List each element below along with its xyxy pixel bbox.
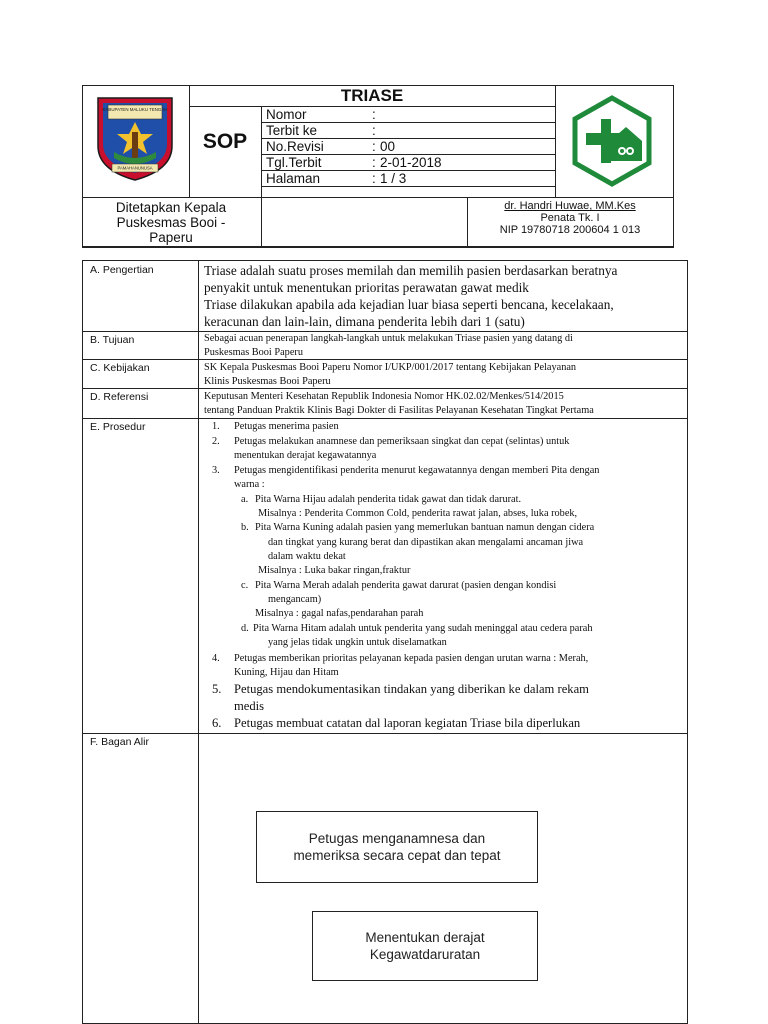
doc-title: TRIASE [340, 86, 404, 105]
text-line: Puskesmas Booi Paperu [204, 347, 303, 358]
field-key: Halaman [266, 171, 321, 186]
step-5-number: 5. [212, 682, 222, 696]
sub-b-line-3: dalam waktu dekat [268, 551, 346, 562]
step-6-number: 6. [212, 716, 222, 730]
logo-text-top: KABUPATEN MALUKU TENGAH [102, 107, 168, 112]
step-2-line-1: Petugas melakukan anamnese dan pemeriksaan singkat dan cepat (selintas) untuk [234, 436, 570, 447]
field-value: 00 [380, 139, 396, 154]
sub-c-line-1: Pita Warna Merah adalah penderita gawat darurat (pasien dengan kondisi [255, 580, 557, 591]
flowchart-box-anamnesa [256, 811, 538, 883]
sub-b-line-1: Pita Warna Kuning adalah pasien yang memerlukan bantuan namun dengan cidera [255, 522, 595, 533]
text-line: penyakit untuk menentukan prioritas perawatan gawat medik [204, 280, 529, 295]
sub-c-example: Misalnya : gagal nafas,pendarahan parah [255, 608, 424, 619]
field-nomor [262, 107, 555, 123]
field-sep: : [372, 139, 376, 154]
step-1-number: 1. [212, 421, 220, 432]
text-line: tentang Panduan Praktik Klinis Bagi Dokter di Fasilitas Pelayanan Kesehatan Tingkat Pertama [204, 405, 594, 416]
sub-a-marker: a. [241, 494, 249, 505]
referensi-text [204, 390, 682, 418]
pengertian-text [204, 262, 682, 330]
sub-d-marker: d. [241, 623, 249, 634]
section-label-prosedur: E. Prosedur [90, 421, 146, 433]
established-by: Ditetapkan Kepala Puskesmas Booi - Paperu [115, 200, 227, 245]
section-label-kebijakan: C. Kebijakan [90, 362, 150, 374]
sub-d-line-2: yang jelas tidak ungkin untuk diselamatkan [268, 637, 447, 648]
field-sep: : [372, 171, 376, 186]
field-tgl-terbit [262, 155, 555, 171]
flowchart-box-text: Petugas menganamnesa dan memeriksa secara cepat dan tepat [293, 831, 501, 863]
field-sep: : [372, 123, 376, 138]
signatory-nip: NIP 19780718 200604 1 013 [499, 224, 641, 236]
text-line: SK Kepala Puskesmas Booi Paperu Nomor I/UKP/001/2017 tentang Kebijakan Pelayanan [204, 362, 577, 373]
text-line: Triase adalah suatu proses memilah dan memilih pasien berdasarkan beratnya [204, 263, 618, 278]
section-label-bagan-alir: F. Bagan Alir [90, 736, 149, 748]
tujuan-text [204, 332, 682, 360]
logo-text-bottom: PAMAHANUNUSA [117, 165, 153, 171]
sub-b-line-2: dan tingkat yang kurang berat dan dipastikan akan mengalami ancaman jiwa [268, 537, 584, 548]
section-label-referensi: D. Referensi [90, 391, 149, 403]
flowchart-box-derajat [312, 911, 538, 981]
section-label-tujuan: B. Tujuan [90, 334, 135, 346]
sub-a-text: Pita Warna Hijau adalah penderita tidak gawat dan tidak darurat. [255, 494, 522, 505]
sub-b-marker: b. [241, 522, 249, 533]
text-line: Triase dilakukan apabila ada kejadian luar biasa seperti bencana, kecelakaan, [204, 297, 614, 312]
sub-c-line-2: mengancam) [268, 594, 322, 605]
step-2-number: 2. [212, 436, 220, 447]
text-line: Keputusan Menteri Kesehatan Republik Indonesia Nomor HK.02.02/Menkes/514/2015 [204, 391, 564, 402]
sub-b-example: Misalnya : Luka bakar ringan,fraktur [258, 565, 411, 576]
text-line: keracunan dan lain-lain, dimana penderita lebih dari 1 (satu) [204, 314, 525, 329]
step-3-line-2: warna : [234, 479, 265, 490]
step-6-text: Petugas membuat catatan dal laporan kegiatan Triase bila diperlukan [234, 716, 581, 730]
field-key: Nomor [266, 107, 307, 122]
sub-c-marker: c. [241, 580, 249, 591]
field-terbit-ke [262, 123, 555, 139]
step-3-number: 3. [212, 465, 220, 476]
signatory-name: dr. Handri Huwae, MM.Kes [504, 200, 636, 212]
step-5-line-2: medis [234, 699, 265, 713]
sub-d-line-1: Pita Warna Hitam adalah untuk penderita yang sudah meninggal atau cedera parah [253, 623, 593, 634]
puskesmas-logo-icon [566, 95, 658, 187]
field-key: Terbit ke [266, 123, 318, 138]
field-sep: : [372, 155, 376, 170]
flowchart-box-text: Menentukan derajat Kegawatdaruratan [365, 930, 485, 962]
regency-coat-of-arms-icon [94, 94, 176, 182]
field-key: No.Revisi [266, 139, 324, 154]
field-value: 1 / 3 [380, 171, 407, 186]
step-4-line-2: Kuning, Hijau dan Hitam [234, 667, 339, 678]
section-label-pengertian: A. Pengertian [90, 264, 154, 276]
text-line: Klinis Puskesmas Booi Paperu [204, 376, 331, 387]
step-1-text: Petugas menerima pasien [234, 421, 339, 432]
step-3-line-1: Petugas mengidentifikasi penderita menurut kegawatannya dengan memberi Pita dengan [234, 465, 600, 476]
sub-a-example: Misalnya : Penderita Common Cold, penderita rawat jalan, abses, luka robek, [258, 508, 578, 519]
step-2-line-2: menentukan derajat kegawatannya [234, 450, 377, 461]
step-4-number: 4. [212, 653, 220, 664]
step-4-line-1: Petugas memberikan prioritas pelayanan kepada pasien dengan urutan warna : Merah, [234, 653, 589, 664]
field-no-revisi [262, 139, 555, 155]
field-halaman [262, 171, 555, 187]
kebijakan-text [204, 361, 682, 389]
field-value: 2-01-2018 [380, 155, 442, 170]
field-key: Tgl.Terbit [266, 155, 322, 170]
doc-type: SOP [202, 130, 248, 153]
signatory-rank: Penata Tk. I [540, 212, 600, 224]
field-sep: : [372, 107, 376, 122]
text-line: Sebagai acuan penerapan langkah-langkah untuk melakukan Triase pasien yang datang di [204, 333, 573, 344]
step-5-line-1: Petugas mendokumentasikan tindakan yang diberikan ke dalam rekam [234, 682, 589, 696]
